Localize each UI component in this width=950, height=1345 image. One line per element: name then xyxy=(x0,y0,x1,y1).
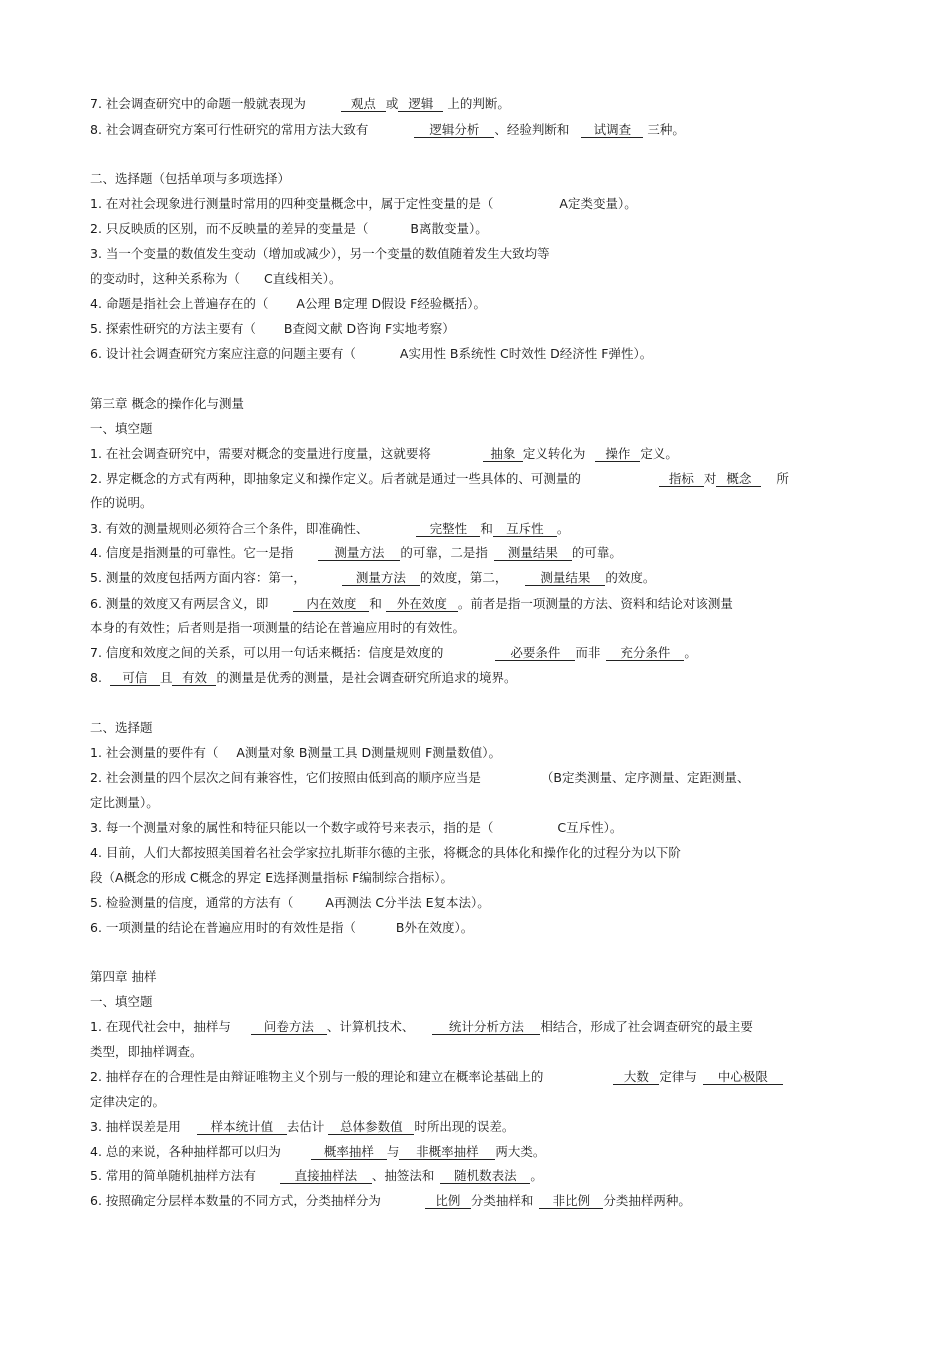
fill-item-2: 2. 界定概念的方式有两种，即抽象定义和操作定义。后者就是通过一些具体的、可测量的 指标 对 概念 所 xyxy=(90,471,789,486)
answer-blank: 必要条件 xyxy=(495,645,575,661)
answer-blank: 指标 xyxy=(659,471,704,487)
answer-blank: 互斥性 xyxy=(493,521,557,537)
answer-blank: 试调查 xyxy=(581,122,643,138)
answer-blank: 逻辑 xyxy=(398,96,443,112)
answer-blank: 随机数表法 xyxy=(440,1168,530,1184)
answer-blank: 中心极限 xyxy=(703,1069,783,1085)
choice-item-5: 5. 检验测量的信度，通常的方法有（ A再测法 C分半法 E复本法）。 xyxy=(90,895,490,910)
section-heading-fill: 一、填空题 xyxy=(90,994,153,1009)
fill-item-2-cont: 定律决定的。 xyxy=(90,1094,166,1109)
choice-item-4-cont: 段（A概念的形成 C概念的界定 E选择测量指标 F编制综合指标）。 xyxy=(90,870,454,885)
fill-item-7: 7. 社会调查研究中的命题一般就表现为 观点 或 逻辑 上的判断。 xyxy=(90,96,510,111)
fill-item-3: 3. 抽样误差是用 样本统计值 去估计 总体参数值 时所出现的误差。 xyxy=(90,1119,515,1134)
fill-item-5: 5. 常用的简单随机抽样方法有 直接抽样法 、抽签法和 随机数表法 。 xyxy=(90,1168,543,1183)
choice-item-1: 1. 社会测量的要件有（ A测量对象 B测量工具 D测量规则 F测量数值）。 xyxy=(90,745,502,760)
section-heading-choice: 二、选择题 xyxy=(90,720,153,735)
fill-item-6-cont: 本身的有效性；后者则是指一项测量的结论在普遍应用时的有效性。 xyxy=(90,620,466,635)
answer-blank: 统计分析方法 xyxy=(432,1019,540,1035)
fill-item-8: 8. 社会调查研究方案可行性研究的常用方法大致有 逻辑分析 、经验判断和 试调查 三种。 xyxy=(90,122,685,137)
answer-blank: 概率抽样 xyxy=(311,1144,387,1160)
fill-item-6: 6. 按照确定分层样本数量的不同方式，分类抽样分为 比例 分类抽样和 非比例 分类抽样两种。 xyxy=(90,1193,691,1208)
answer-blank: 抽象 xyxy=(483,446,523,462)
answer-blank: 比例 xyxy=(425,1193,471,1209)
answer-blank: 测量方法 xyxy=(342,570,420,586)
choice-item-3-cont: 的变动时，这种关系称为（ C直线相关）。 xyxy=(90,271,342,286)
answer-blank: 总体参数值 xyxy=(328,1119,414,1135)
answer-blank: 观点 xyxy=(341,96,386,112)
answer-blank: 概念 xyxy=(716,471,761,487)
answer-blank: 充分条件 xyxy=(606,645,684,661)
answer-blank: 测量结果 xyxy=(494,545,572,561)
fill-item-1: 1. 在社会调查研究中，需要对概念的变量进行度量，这就要将 抽象 定义转化为 操作 定义。 xyxy=(90,446,678,461)
fill-item-2-cont: 作的说明。 xyxy=(90,495,153,510)
fill-item-2: 2. 抽样存在的合理性是由辩证唯物主义个别与一般的理论和建立在概率论基础上的 大数 定律与 中心极限 xyxy=(90,1069,783,1085)
choice-item-6: 6. 设计社会调查研究方案应注意的问题主要有（ A实用性 B系统性 C时效性 D经济性 F弹性）。 xyxy=(90,346,653,361)
chapter-heading-3: 第三章 概念的操作化与测量 xyxy=(90,396,244,411)
fill-item-4: 4. 总的来说，各种抽样都可以归为 概率抽样 与 非概率抽样 两大类。 xyxy=(90,1144,546,1159)
fill-item-1-cont: 类型，即抽样调查。 xyxy=(90,1044,203,1059)
choice-item-4: 4. 目前，人们大都按照美国着名社会学家拉扎斯菲尔德的主张，将概念的具体化和操作化的过程分为以下阶 xyxy=(90,845,681,860)
answer-blank: 逻辑分析 xyxy=(414,122,494,138)
answer-blank: 非概率抽样 xyxy=(399,1144,495,1160)
answer-blank: 有效 xyxy=(172,670,216,686)
answer-blank: 外在效度 xyxy=(386,596,458,612)
fill-item-4: 4. 信度是指测量的可靠性。它一是指 测量方法 的可靠，二是指 测量结果 的可靠。 xyxy=(90,545,622,560)
choice-item-4: 4. 命题是指社会上普遍存在的（ A公理 B定理 D假设 F经验概括）。 xyxy=(90,296,487,311)
choice-item-3: 3. 每一个测量对象的属性和特征只能以一个数字或符号来表示，指的是（ C互斥性）。 xyxy=(90,820,623,835)
choice-item-5: 5. 探索性研究的方法主要有（ B查阅文献 D咨询 F实地考察） xyxy=(90,321,455,336)
answer-blank: 大数 xyxy=(613,1069,659,1085)
fill-item-1: 1. 在现代社会中，抽样与 问卷方法 、计算机技术、 统计分析方法 相结合，形成了社会调查研究的最主要 xyxy=(90,1019,753,1034)
fill-item-8: 8. 可信 且 有效 的测量是优秀的测量，是社会调查研究所追求的境界。 xyxy=(90,670,517,685)
answer-blank: 可信 xyxy=(110,670,160,686)
choice-item-2-cont: 定比测量）。 xyxy=(90,795,159,810)
section-heading-choice: 二、选择题（包括单项与多项选择） xyxy=(90,171,291,186)
answer-blank: 测量方法 xyxy=(318,545,400,561)
choice-item-6: 6. 一项测量的结论在普遍应用时的有效性是指（ B外在效度）。 xyxy=(90,920,474,935)
fill-item-7: 7. 信度和效度之间的关系，可以用一句话来概括：信度是效度的 必要条件 而非 充分条件 。 xyxy=(90,645,697,660)
answer-blank: 直接抽样法 xyxy=(280,1168,372,1184)
choice-item-2: 2. 社会测量的四个层次之间有兼容性，它们按照由低到高的顺序应当是 （B定类测量、定序测量、定距测量、 xyxy=(90,770,750,785)
answer-blank: 非比例 xyxy=(539,1193,603,1209)
choice-item-2: 2. 只反映质的区别，而不反映量的差异的变量是（ B离散变量）。 xyxy=(90,221,488,236)
answer-blank: 问卷方法 xyxy=(251,1019,327,1035)
answer-blank: 内在效度 xyxy=(293,596,369,612)
fill-item-3: 3. 有效的测量规则必须符合三个条件，即准确性、 完整性 和 互斥性 。 xyxy=(90,521,570,536)
choice-item-3: 3. 当一个变量的数值发生变动（增加或减少），另一个变量的数值随着发生大致均等 xyxy=(90,246,550,261)
section-heading-fill: 一、填空题 xyxy=(90,421,153,436)
choice-item-1: 1. 在对社会现象进行测量时常用的四种变量概念中，属于定性变量的是（ A定类变量）。 xyxy=(90,196,637,211)
fill-item-6: 6. 测量的效度又有两层含义，即 内在效度 和 外在效度 。前者是指一项测量的方法、资料和结论对该测量 xyxy=(90,596,733,611)
answer-blank: 测量结果 xyxy=(525,570,605,586)
answer-blank: 样本统计值 xyxy=(197,1119,287,1135)
answer-blank: 操作 xyxy=(595,446,640,462)
fill-item-5: 5. 测量的效度包括两方面内容：第一， 测量方法 的效度，第二， 测量结果 的效度。 xyxy=(90,570,656,585)
chapter-heading-4: 第四章 抽样 xyxy=(90,969,157,984)
answer-blank: 完整性 xyxy=(416,521,480,537)
